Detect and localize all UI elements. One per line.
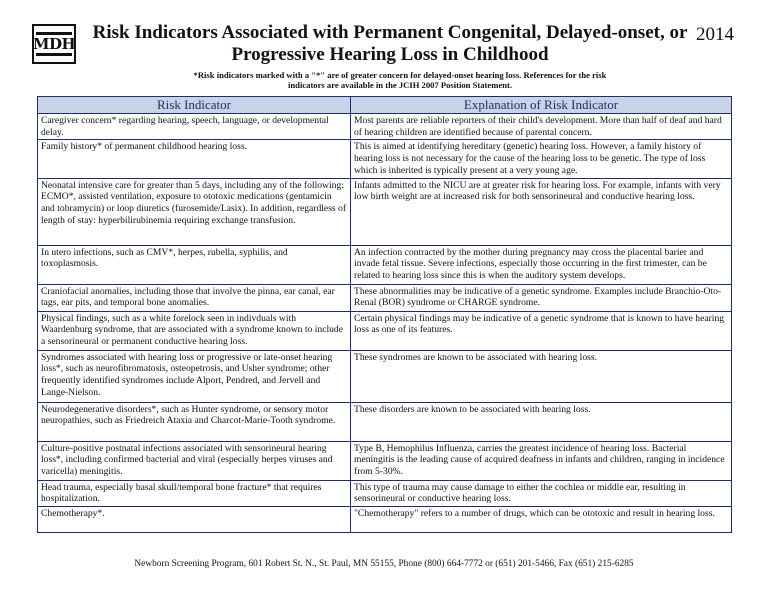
explanation-cell: These syndromes are known to be associated with hearing loss. bbox=[351, 350, 732, 402]
indicator-cell: Head trauma, especially basal skull/temporal bone fracture* that requires hospitalization. bbox=[38, 480, 351, 506]
explanation-cell: Type B, Hemophilus Influenza, carries the greatest incidence of hearing loss. Bacterial meningitis is the leading cause of acquired deafness in infants and children, ranging in incidence from 5-30%. bbox=[351, 441, 732, 480]
page-title bbox=[90, 22, 690, 66]
risk-indicator-table bbox=[37, 96, 732, 533]
indicator-cell: Neurodegenerative disorders*, such as Hunter syndrome, or sensory motor neuropathies, such as Friedreich Ataxia and Charcot-Marie-Tooth syndrome. bbox=[38, 402, 351, 441]
note-line-2: indicators are available in the JCIH 2007 Position Statement. bbox=[288, 80, 512, 90]
explanation-cell: This is aimed at identifying hereditary (genetic) hearing loss. However, a family history of hearing loss is not necessary for the cause of the hearing loss to be genetic. The type of loss which is inherited is typically present at a very young age. bbox=[351, 140, 732, 178]
note-line-1: *Risk indicators marked with a "*" are of greater concern for delayed-onset hearing loss. References for the risk bbox=[193, 70, 607, 80]
title-line-2: Progressive Hearing Loss in Childhood bbox=[231, 44, 549, 65]
table-row bbox=[38, 140, 732, 178]
logo-text: MDH bbox=[32, 35, 76, 53]
indicator-cell: Family history* of permanent childhood hearing loss. bbox=[38, 140, 351, 178]
document-year: 2014 bbox=[696, 24, 734, 45]
indicator-cell: In utero infections, such as CMV*, herpes, rubella, syphilis, and toxoplasmosis. bbox=[38, 245, 351, 284]
contact-footer: Newborn Screening Program, 601 Robert St. N., St. Paul, MN 55155, Phone (800) 664-7772 or (651) 201-5466, Fax (651) 215-6285 bbox=[134, 559, 634, 569]
table-row bbox=[38, 178, 732, 245]
table-row bbox=[38, 311, 732, 350]
title-line-1: Risk Indicators Associated with Permanent Congenital, Delayed-onset, or bbox=[92, 22, 688, 43]
explanation-cell: These disorders are known to be associated with hearing loss. bbox=[351, 402, 732, 441]
column-header-explanation: Explanation of Risk Indicator bbox=[351, 97, 732, 114]
explanation-cell: An infection contracted by the mother during pregnancy may cross the placental barier and invade fetal tissue. Severe infections, especially those occurring in the first trimester, can be related to hearing loss since this is when the auditory system develops. bbox=[351, 245, 732, 284]
table-row bbox=[38, 114, 732, 140]
table-row bbox=[38, 284, 732, 311]
indicator-cell: Physical findings, such as a white forelock seen in indivduals with Waardenburg syndrome, that are associated with a syndrome known to include a sensorineural or permanent conductive hearing loss. bbox=[38, 311, 351, 350]
indicator-cell: Culture-positive postnatal infections associated with sensorineural hearing loss*, including confirmed bacterial and viral (especially herpes viruses and varicella) meningitis. bbox=[38, 441, 351, 480]
table-row bbox=[38, 506, 732, 532]
explanation-cell: Certain physical findings may be indicative of a genetic syndrome that is known to have hearing loss as one of its features. bbox=[351, 311, 732, 350]
logo-bottom-rule bbox=[36, 53, 72, 56]
table-row bbox=[38, 350, 732, 402]
indicator-cell: Caregiver concern* regarding hearing, speech, language, or developmental delay. bbox=[38, 114, 351, 140]
table-row bbox=[38, 441, 732, 480]
explanation-cell: This type of trauma may cause damage to either the cochlea or middle ear, resulting in sensorineural or conductive hearing loss. bbox=[351, 480, 732, 506]
explanation-cell: "Chemotherapy" refers to a number of drugs, which can be ototoxic and result in hearing loss. bbox=[351, 506, 732, 532]
indicator-cell: Syndromes associated with hearing loss or progressive or late-onset hearing loss*, such as neurofibromatosis, osteopetrosis, and Usher syndrome; other frequently identified syndromes include Alport, Pendred, and Jervell and Lange-Nielson. bbox=[38, 350, 351, 402]
table-header-row bbox=[38, 97, 732, 114]
mdh-logo bbox=[32, 24, 76, 64]
indicator-cell: Chemotherapy*. bbox=[38, 506, 351, 532]
risk-note bbox=[130, 70, 670, 90]
table-row bbox=[38, 480, 732, 506]
table-row bbox=[38, 245, 732, 284]
explanation-cell: Infants admitted to the NICU are at greater risk for hearing loss. For example, infants with very low birth weight are at increased risk for both sensorineural and conductive hearing loss. bbox=[351, 178, 732, 245]
column-header-risk-indicator: Risk Indicator bbox=[38, 97, 351, 114]
indicator-cell: Craniofacial anomalies, including those that involve the pinna, ear canal, ear tags, ear pits, and temporal bone anomalies. bbox=[38, 284, 351, 311]
explanation-cell: Most parents are reliable reporters of their child's development. More than half of deaf and hard of hearing children are identified because of parental concern. bbox=[351, 114, 732, 140]
explanation-cell: These abnormalities may be indicative of a genetic syndrome. Examples include Branchio-Oto-Renal (BOR) syndrome or CHARGE syndrome. bbox=[351, 284, 732, 311]
table-row bbox=[38, 402, 732, 441]
indicator-cell: Neonatal intensive care for greater than 5 days, including any of the following: ECMO*, assisted ventilation, exposure to ototoxic medications (gentamicin and tobramycin) or loop diuretics (furosemide/Lasix). In addition, regardless of length of stay: hyperbilirubinemia requiring exchange transfusion. bbox=[38, 178, 351, 245]
